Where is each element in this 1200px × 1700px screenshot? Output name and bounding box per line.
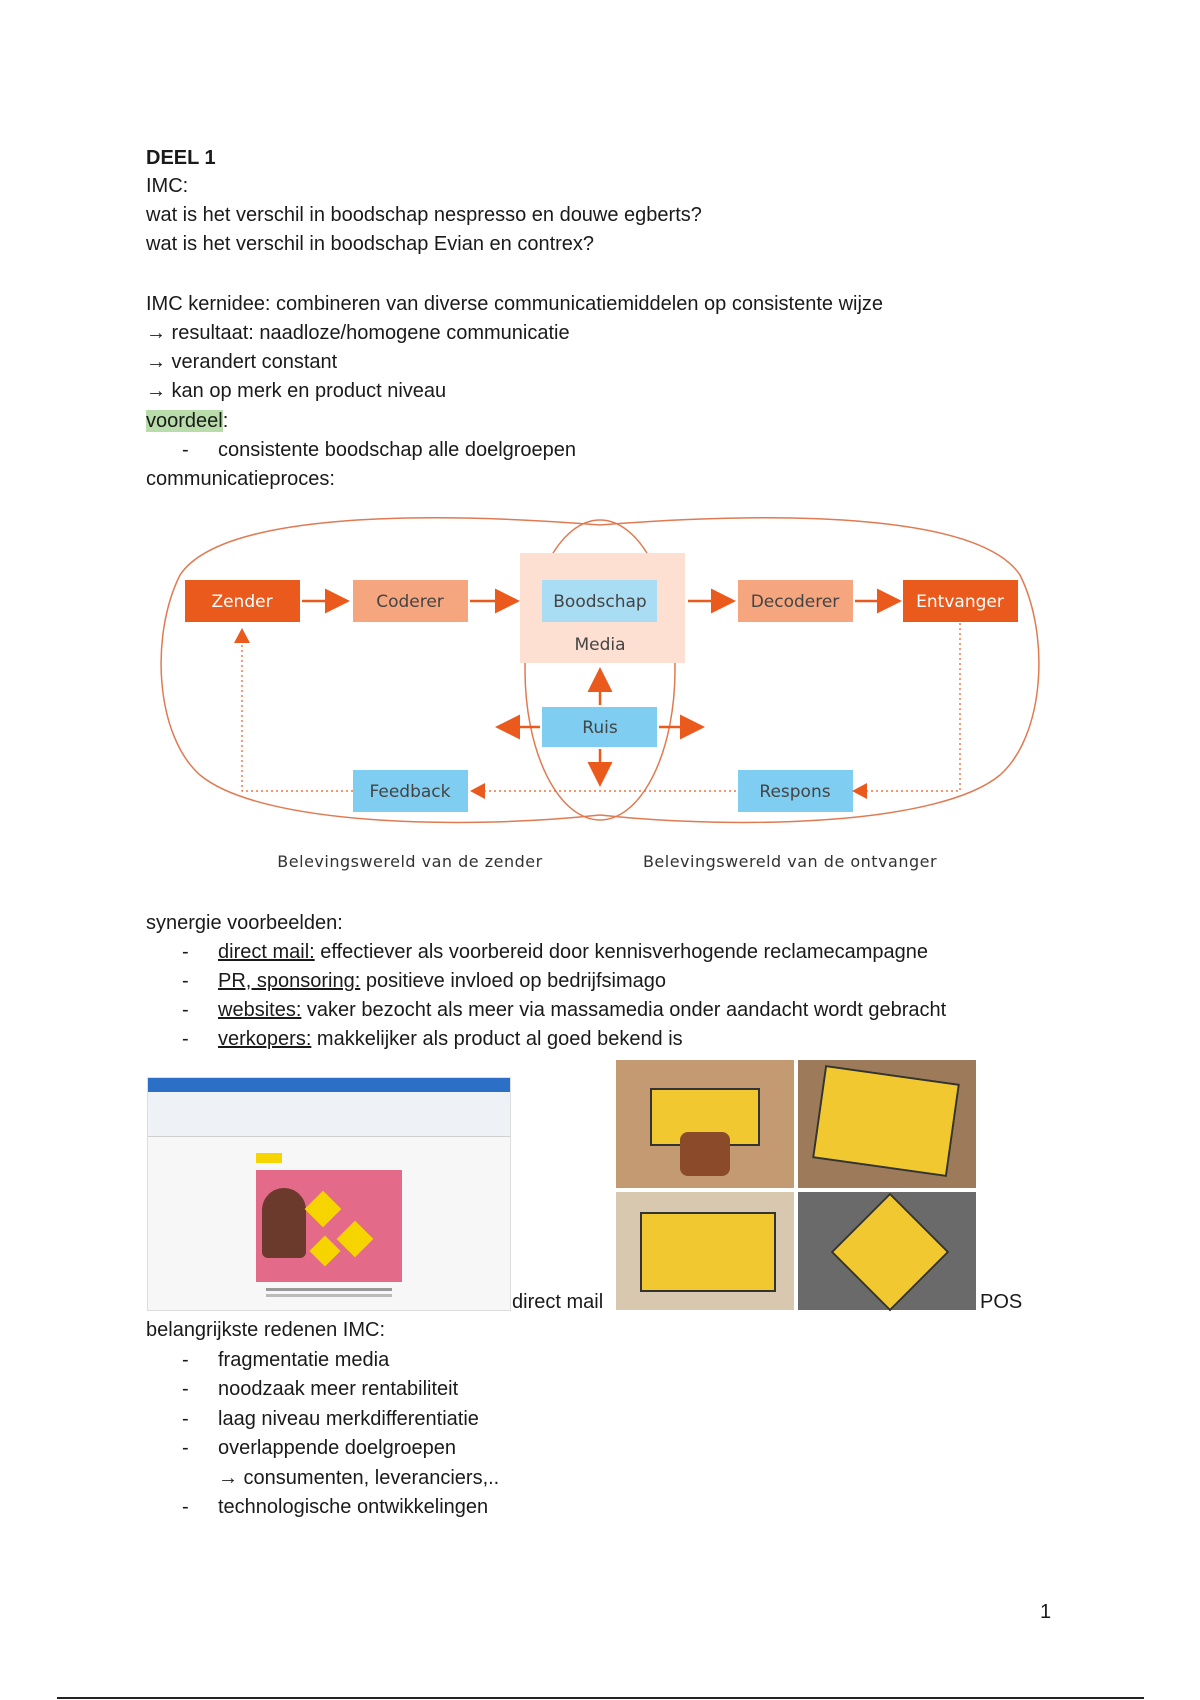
discount-sign bbox=[305, 1191, 342, 1228]
respons-arrowhead bbox=[852, 783, 867, 799]
synergie-label: synergie voorbeelden: bbox=[146, 912, 343, 934]
voordeel-line bbox=[146, 409, 228, 433]
media-label: Media bbox=[574, 635, 626, 655]
brand-logo-block bbox=[256, 1153, 282, 1163]
reden-item-2: noodzaak meer rentabiliteit bbox=[218, 1378, 459, 1400]
kernidee-arrow-2: → verandert constant bbox=[146, 351, 338, 373]
dotted-ontvanger-to-respons bbox=[865, 623, 960, 791]
synergie-text: makkelijker als product al goed bekend is bbox=[311, 1028, 683, 1050]
synergie-text: effectiever als voorbereid door kennisverhogende reclamecampagne bbox=[314, 941, 929, 963]
communication-process-diagram bbox=[160, 515, 1040, 875]
boodschap-label: Boodschap bbox=[553, 592, 647, 612]
voordeel-highlight: voordeel bbox=[146, 410, 223, 432]
bullet-dash: - bbox=[182, 941, 189, 963]
bullet-dash: - bbox=[182, 1496, 189, 1518]
reden-item-3: laag niveau merkdifferentiatie bbox=[218, 1408, 479, 1430]
ontvanger-label: Entvanger bbox=[916, 592, 1004, 612]
bullet-dash: - bbox=[182, 1408, 189, 1430]
promo-banner bbox=[256, 1170, 402, 1282]
caption-ontvanger-world: Belevingswereld van de ontvanger bbox=[642, 852, 938, 871]
synergie-item-1 bbox=[218, 940, 928, 964]
email-body-text bbox=[266, 1288, 392, 1291]
pos-sign bbox=[812, 1065, 960, 1177]
direct-mail-image bbox=[147, 1077, 511, 1311]
person-figure bbox=[262, 1188, 306, 1258]
decodeerder-label: Decoderer bbox=[750, 592, 840, 612]
dotted-feedback-to-zender bbox=[242, 640, 353, 791]
pos-floor-sign bbox=[831, 1193, 950, 1312]
kernidee-arrow-1: → resultaat: naadloze/homogene communicatie bbox=[146, 322, 570, 344]
zender-label: Zender bbox=[211, 592, 273, 612]
question-2: wat is het verschil in boodschap Evian en contrex? bbox=[146, 233, 595, 255]
voordeel-item-1: consistente boodschap alle doelgroepen bbox=[218, 439, 577, 461]
respons-label: Respons bbox=[759, 782, 831, 802]
page-number: 1 bbox=[1040, 1601, 1052, 1623]
bullet-dash: - bbox=[182, 970, 189, 992]
bullet-dash: - bbox=[182, 1028, 189, 1050]
bullet-dash: - bbox=[182, 1378, 189, 1400]
page-heading: DEEL 1 bbox=[146, 147, 216, 169]
redenen-label: belangrijkste redenen IMC: bbox=[146, 1319, 386, 1341]
zender-up-arrowhead bbox=[234, 628, 250, 643]
question-1: wat is het verschil in boodschap nespresso en douwe egberts? bbox=[146, 204, 702, 226]
synergie-term: direct mail: bbox=[218, 941, 315, 963]
reden-item-5: technologische ontwikkelingen bbox=[218, 1496, 489, 1518]
direct-mail-caption: direct mail bbox=[512, 1291, 604, 1313]
synergie-term: verkopers: bbox=[218, 1028, 312, 1050]
reden-item-4: overlappende doelgroepen bbox=[218, 1437, 456, 1459]
synergie-text: vaker bezocht als meer via massamedia onder aandacht wordt gebracht bbox=[301, 999, 947, 1021]
communicatieproces-label: communicatieproces: bbox=[146, 468, 335, 490]
discount-sign bbox=[309, 1235, 340, 1266]
imc-label: IMC: bbox=[146, 175, 189, 197]
pos-photo-grid bbox=[616, 1060, 976, 1310]
pos-photo-1 bbox=[616, 1060, 794, 1188]
handbag bbox=[680, 1132, 730, 1176]
synergie-text: positieve invloed op bedrijfsimago bbox=[360, 970, 667, 992]
synergie-item-3 bbox=[218, 998, 946, 1022]
email-body-text bbox=[266, 1294, 392, 1297]
reden-item-1: fragmentatie media bbox=[218, 1349, 390, 1371]
bullet-dash: - bbox=[182, 439, 189, 461]
bullet-dash: - bbox=[182, 1349, 189, 1371]
email-titlebar bbox=[148, 1078, 510, 1092]
caption-zender-world: Belevingswereld van de zender bbox=[277, 852, 543, 871]
synergie-term: websites: bbox=[218, 999, 302, 1021]
feedback-arrowhead bbox=[470, 783, 485, 799]
bullet-dash: - bbox=[182, 1437, 189, 1459]
page-bottom-border bbox=[57, 1697, 1144, 1699]
pos-photo-3 bbox=[616, 1192, 794, 1310]
pos-caption: POS bbox=[980, 1291, 1023, 1313]
kernidee-arrow-3: → kan op merk en product niveau bbox=[146, 380, 447, 402]
synergie-term: PR, sponsoring: bbox=[218, 970, 361, 992]
pos-photo-4 bbox=[798, 1192, 976, 1310]
synergie-item-4 bbox=[218, 1027, 683, 1051]
ruis-label: Ruis bbox=[582, 718, 618, 738]
reden-sub-arrow: → consumenten, leveranciers,.. bbox=[218, 1467, 500, 1489]
pos-sign bbox=[640, 1212, 776, 1292]
feedback-label: Feedback bbox=[369, 782, 451, 802]
bullet-dash: - bbox=[182, 999, 189, 1021]
kernidee-line: IMC kernidee: combineren van diverse communicatiemiddelen op consistente wijze bbox=[146, 293, 884, 315]
discount-sign bbox=[337, 1221, 374, 1258]
pos-photo-2 bbox=[798, 1060, 976, 1188]
email-toolbar bbox=[148, 1092, 510, 1137]
codeerder-label: Coderer bbox=[376, 592, 444, 612]
voordeel-colon: : bbox=[222, 410, 229, 432]
synergie-item-2 bbox=[218, 969, 666, 993]
